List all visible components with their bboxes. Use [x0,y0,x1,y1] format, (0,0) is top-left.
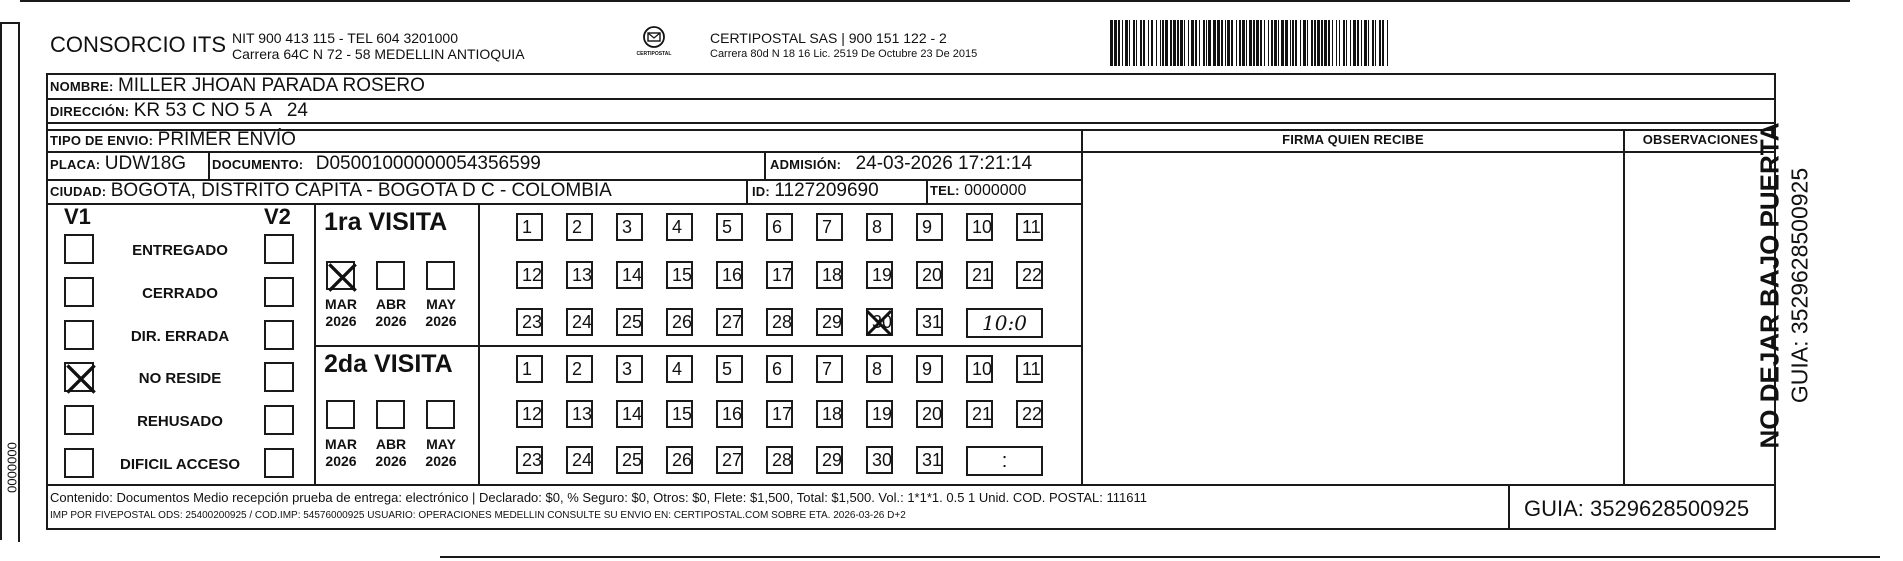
status-label: DIR. ERRADA [130,328,230,345]
barcode-bar [1110,20,1113,66]
barcode-bar [1114,20,1117,66]
day-box[interactable]: 10 [966,355,993,383]
day-box[interactable]: 25 [616,446,643,474]
barcode-bar [1303,20,1306,66]
barcode-bar [1203,20,1205,66]
id-value: 1127209690 [774,180,879,201]
day-box[interactable]: 8 [866,355,893,383]
row-line-footer [46,484,1776,486]
month-label: ABR [375,296,407,312]
barcode-bar [1156,20,1157,66]
day-box[interactable]: 17 [766,261,793,289]
barcode-bar [1290,20,1291,66]
courier-line-1: CERTIPOSTAL SAS | 900 151 122 - 2 [710,30,947,46]
barcode-bar [1300,20,1301,66]
day-box[interactable]: 20 [916,400,943,428]
month-checkbox[interactable] [426,261,455,290]
barcode-bar [1199,20,1200,66]
day-box[interactable]: 6 [766,355,793,383]
admision-row [770,153,1032,175]
barcode-bar [1332,20,1333,66]
direccion-value: KR 53 C NO 5 A 24 [133,100,308,121]
day-box[interactable]: 31 [916,446,943,474]
day-box[interactable]: 3 [616,355,643,383]
barcode-bar [1129,20,1130,66]
row-line-3 [46,129,1776,131]
month-checkbox[interactable] [376,261,405,290]
status-v2-checkbox[interactable] [264,362,294,392]
day-box[interactable]: 17 [766,400,793,428]
firma-header-line [1083,151,1776,153]
barcode-bar [1368,20,1369,66]
barcode-bar [1170,20,1172,66]
day-box[interactable]: 9 [916,355,943,383]
visit-divider [314,345,1081,347]
barcode-bar [1350,20,1351,66]
day-box[interactable]: 16 [716,400,743,428]
placa-label: PLACA: [50,157,101,172]
status-v2-checkbox[interactable] [264,234,294,264]
ciudad-id-divider [746,179,748,203]
status-v1-checkbox[interactable] [64,320,94,350]
admision-value: 24-03-2026 17:21:14 [855,153,1033,174]
ciudad-label: CIUDAD: [50,184,107,199]
day-box[interactable]: 12 [516,400,543,428]
barcode-bar [1122,20,1123,66]
year-label: 2026 [375,453,407,469]
row-line-6 [46,203,1081,205]
day-box[interactable]: 27 [716,308,743,336]
tipo-value: PRIMER ENVÍO [157,129,296,150]
day-box[interactable]: 23 [516,446,543,474]
bottom-edge-line [440,556,1880,558]
status-label: NO RESIDE [138,370,222,387]
barcode-bar [1217,20,1220,66]
month-checkbox[interactable] [376,400,405,429]
barcode-bar [1173,20,1176,66]
barcode-bar [1268,20,1269,66]
day-box[interactable]: 22 [1016,261,1043,289]
barcode-bar [1140,20,1142,66]
barcode-bar [1236,20,1237,66]
documento-row [212,153,541,175]
day-box[interactable]: 2 [566,355,593,383]
side-warning: NO DEJAR BAJO PUERTA [1754,122,1785,449]
barcode-bar [1328,20,1330,66]
ciudad-row [50,180,612,202]
barcode-bar [1339,20,1340,66]
certipostal-logo [636,26,672,66]
day-box[interactable]: 19 [866,400,893,428]
day-box[interactable]: 13 [566,261,593,289]
day-box[interactable]: 29 [816,308,843,336]
id-label: ID: [752,184,770,199]
documento-label: DOCUMENTO: [212,157,304,172]
month-checkbox[interactable] [326,400,355,429]
status-v1-checkbox[interactable] [64,277,94,307]
doc-admision-divider [764,151,766,179]
year-label: 2026 [325,453,357,469]
day-box[interactable]: 13 [566,400,593,428]
barcode [1110,20,1650,66]
day-box[interactable]: 10 [966,213,993,241]
status-v1-checkbox[interactable] [64,362,94,392]
barcode-bar [1364,20,1367,66]
status-label: REHUSADO [137,413,223,430]
ciudad-value: BOGOTA, DISTRITO CAPITA - BOGOTA D C - COLOMBIA [110,180,612,201]
logo-caption: CERTIPOSTAL [636,51,672,57]
observaciones-header: OBSERVACIONES [1642,132,1759,147]
barcode-bar [1180,20,1183,66]
barcode-bar [1307,20,1308,66]
v2-label: V2 [264,204,291,229]
month-label: ABR [375,436,407,452]
barcode-bar [1191,20,1194,66]
barcode-bar [1133,20,1135,66]
placa-doc-divider [208,151,210,179]
placa-value: UDW18G [104,153,187,174]
barcode-bar [1260,20,1262,66]
day-box[interactable]: 15 [666,400,693,428]
day-box[interactable]: 8 [866,213,893,241]
month-label: MAY [426,436,456,452]
status-v1-checkbox[interactable] [64,448,94,478]
id-tel-divider [926,179,928,203]
barcode-bar [1343,20,1345,66]
barcode-bar [1346,20,1347,66]
day-box[interactable]: 6 [766,213,793,241]
day-box[interactable]: 4 [666,355,693,383]
month-label: MAY [426,296,456,312]
admision-label: ADMISIÓN: [770,157,842,172]
day-box[interactable]: 7 [816,355,843,383]
barcode-bar [1227,20,1230,66]
status-v2-checkbox[interactable] [264,320,294,350]
nombre-row [50,75,425,97]
day-box[interactable]: 18 [816,261,843,289]
barcode-bar [1382,20,1384,66]
status-label: DIFICIL ACCESO [119,456,240,473]
direccion-row [50,100,308,122]
day-box[interactable]: 16 [716,261,743,289]
footer-line-1: Contenido: Documentos Medio recepción prueba de entrega: electrónico | Declarado: $0, % Seguro: $0, Otros: $0, Flete: $1,500, Total: $1,500. Vol.: 1*1*1. 0.5 1 Unid. COD. POSTAL: 111611 [50,490,1147,505]
barcode-bar [1387,20,1388,66]
barcode-bar [1225,20,1226,66]
barcode-bar [1246,20,1247,66]
month-checkbox[interactable] [326,261,355,290]
status-label: CERRADO [142,285,218,302]
day-box[interactable]: 22 [1016,400,1043,428]
barcode-bar [1231,20,1233,66]
barcode-bar [1292,20,1294,66]
footer-guia: GUIA: 3529628500925 [1524,496,1750,521]
placa-row [50,153,186,175]
day-box[interactable]: 31 [916,308,943,336]
day-box[interactable]: 14 [616,261,643,289]
barcode-bar [1361,20,1362,66]
day-box[interactable]: 24 [566,446,593,474]
status-v1-checkbox[interactable] [64,405,94,435]
day-box[interactable]: 21 [966,400,993,428]
tel-label: TEL: [930,183,960,198]
check-x-icon [326,261,359,294]
status-label: ENTREGADO [132,242,228,259]
envelope-seal-icon [641,26,667,48]
day-box[interactable]: 15 [666,261,693,289]
left-edge-tick [0,22,18,24]
barcode-bar [1256,20,1259,66]
guia-footer-divider [1508,484,1510,530]
day-box[interactable]: 18 [816,400,843,428]
day-box[interactable]: 14 [616,400,643,428]
company-line-1: NIT 900 413 115 - TEL 604 3201000 [232,30,458,46]
barcode-bar [1375,20,1376,66]
barcode-bar [1353,20,1356,66]
barcode-bar [1188,20,1189,66]
check-x-icon [64,362,98,396]
time-box[interactable]: 10:0 [966,308,1043,338]
time-box[interactable]: : [966,446,1043,476]
year-label: 2026 [375,313,407,329]
day-box[interactable]: 29 [816,446,843,474]
day-box[interactable]: 25 [616,308,643,336]
day-box[interactable]: 2 [566,213,593,241]
tel-row [930,182,1026,200]
status-v2-checkbox[interactable] [264,277,294,307]
month-label: MAR [325,296,357,312]
barcode-bar [1148,20,1149,66]
status-v2-checkbox[interactable] [264,405,294,435]
barcode-bar [1357,20,1359,66]
barcode-bar [1295,20,1297,66]
direccion-label: DIRECCIÓN: [50,104,130,119]
day-box[interactable]: 20 [916,261,943,289]
barcode-bar [1239,20,1241,66]
id-row [752,180,879,202]
barcode-bar [1285,20,1288,66]
company-name: CONSORCIO ITS [50,32,227,57]
barcode-bar [1278,20,1279,66]
year-label: 2026 [325,313,357,329]
day-box[interactable]: 11 [1016,355,1043,383]
top-edge-line [20,0,1850,2]
barcode-bar [1136,20,1137,66]
barcode-bar [1271,20,1273,66]
side-guia: GUIA: 3529628500925 [1786,167,1813,404]
barcode-bar [1162,20,1164,66]
day-box[interactable]: 27 [716,446,743,474]
barcode-bar [1274,20,1277,66]
month-checkbox[interactable] [426,400,455,429]
tipo-label: TIPO DE ENVIO: [50,133,154,148]
barcode-bar [1151,20,1153,66]
documento-value: D050010000000543565​99 [315,153,541,174]
barcode-bar [1372,20,1374,66]
barcode-bar [1242,20,1245,66]
barcode-bar [1336,20,1337,66]
barcode-bar [1160,20,1161,66]
barcode-bar [1321,20,1323,66]
day-box[interactable]: 7 [816,213,843,241]
barcode-bar [1314,20,1316,66]
barcode-bar [1118,20,1120,66]
barcode-bar [1253,20,1255,66]
day-box[interactable]: 3 [616,213,643,241]
day-box[interactable]: 4 [666,213,693,241]
day-box[interactable]: 26 [666,308,693,336]
day-box[interactable]: 12 [516,261,543,289]
barcode-bar [1324,20,1327,66]
day-box[interactable]: 23 [516,308,543,336]
day-box[interactable]: 1 [516,355,543,383]
status-right-line [314,203,316,484]
day-box[interactable]: 30 [866,308,893,336]
day-box[interactable]: 5 [716,355,743,383]
status-v1-checkbox[interactable] [64,234,94,264]
day-box[interactable]: 30 [866,446,893,474]
day-box[interactable]: 21 [966,261,993,289]
barcode-bar [1208,20,1211,66]
day-box[interactable]: 9 [916,213,943,241]
obs-left-line [1623,129,1625,486]
day-box[interactable]: 1 [516,213,543,241]
day-box[interactable]: 28 [766,308,793,336]
check-x-icon [864,308,894,338]
visit2-title: 2da VISITA [324,350,453,378]
barcode-bar [1125,20,1128,66]
firma-left-line [1081,129,1083,486]
courier-line-2: Carrera 80d N 18 16 Lic. 2519 De Octubre 23 De 2015 [710,48,978,60]
barcode-bar [1184,20,1185,66]
months-right-line [478,203,480,484]
year-label: 2026 [425,313,457,329]
year-label: 2026 [425,453,457,469]
left-edge-line [0,22,2,540]
nombre-label: NOMBRE: [50,79,114,94]
barcode-bar [1177,20,1179,66]
nombre-value: MILLER JHOAN PARADA ROSERO [117,75,425,96]
barcode-bar [1249,20,1252,66]
visit1-title: 1ra VISITA [324,208,448,236]
barcode-bar [1221,20,1223,66]
day-box[interactable]: 28 [766,446,793,474]
tel-value: 0000000 [964,182,1027,199]
barcode-bar [1143,20,1145,66]
barcode-bar [1165,20,1168,66]
row-line-2 [46,122,1776,124]
day-box[interactable]: 19 [866,261,893,289]
firma-header: FIRMA QUIEN RECIBE [1282,132,1424,147]
company-line-2: Carrera 64C N 72 - 58 MEDELLIN ANTIOQUIA [232,46,525,62]
barcode-bar [1213,20,1216,66]
day-box[interactable]: 24 [566,308,593,336]
day-box[interactable]: 26 [666,446,693,474]
v1-label: V1 [64,204,91,229]
left-edge-text: 0000000 [4,442,20,493]
barcode-bar [1311,20,1313,66]
status-v2-checkbox[interactable] [264,448,294,478]
barcode-bar [1264,20,1265,66]
barcode-bar [1379,20,1381,66]
month-label: MAR [325,436,357,452]
barcode-bar [1195,20,1197,66]
footer-line-2: IMP POR FIVEPOSTAL ODS: 25400200925 / COD.IMP: 54576000925 USUARIO: OPERACIONES MEDELLIN CONSULTE SU ENVIO EN: CERTIPOSTAL.COM SOBRE ETA. 2026-03-26 D+2 [50,510,906,521]
barcode-bar [1317,20,1320,66]
day-box[interactable]: 11 [1016,213,1043,241]
barcode-bar [1281,20,1284,66]
day-box[interactable]: 5 [716,213,743,241]
barcode-bar [1206,20,1207,66]
tipo-row [50,129,296,151]
